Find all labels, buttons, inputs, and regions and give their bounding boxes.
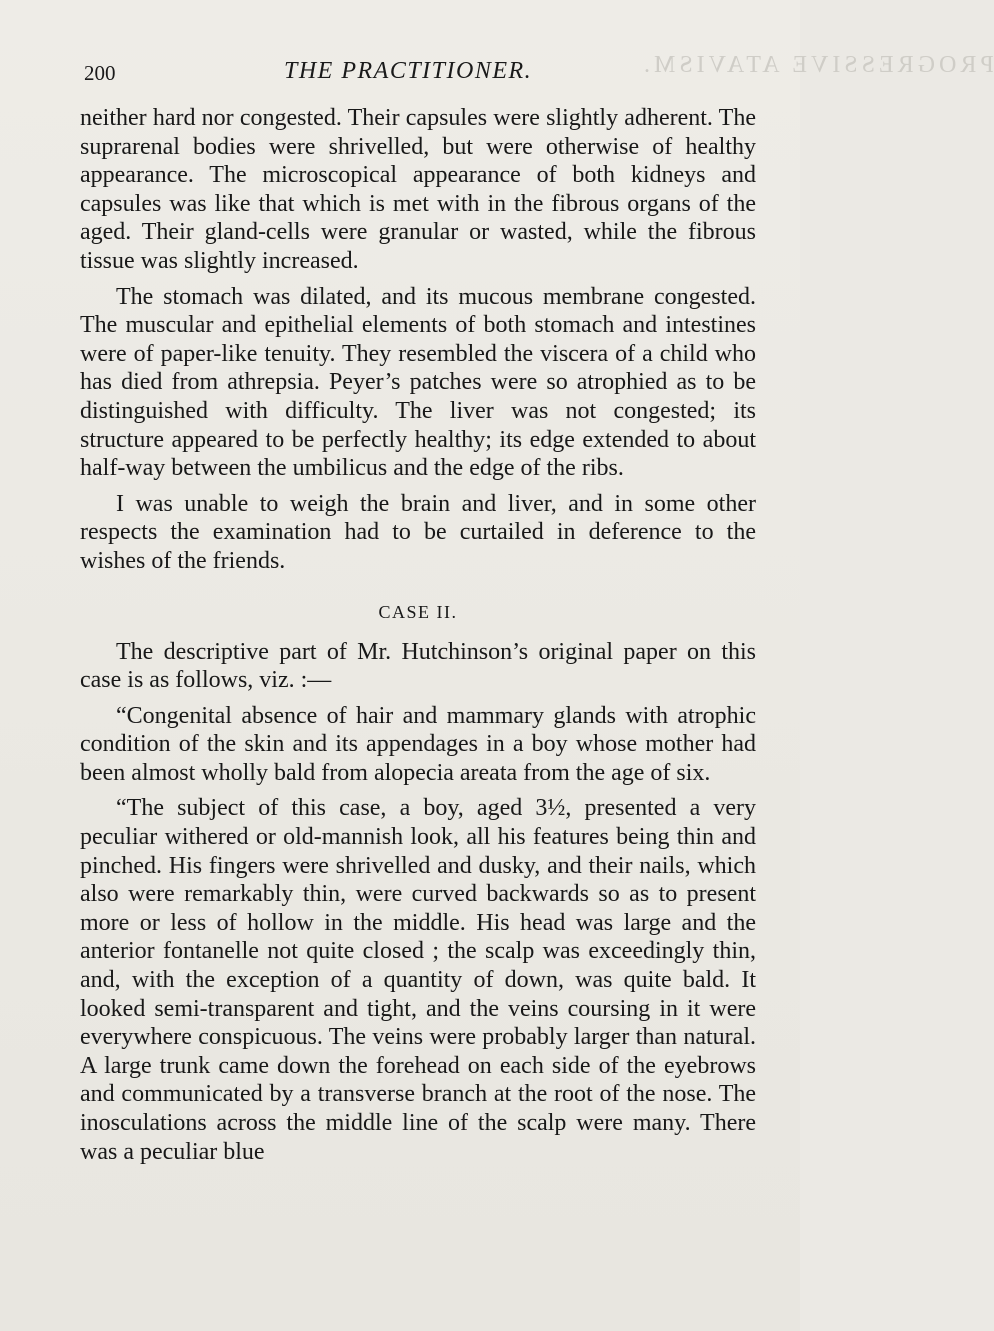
- show-through-text: PROGRESSIVE ATAVISM.: [640, 52, 994, 78]
- case-heading: CASE II.: [378, 601, 458, 622]
- paragraph: The stomach was dilated, and its mucous membrane congested. The muscular and epithelial elements of both stomach and intestines were of paper-like tenuity. They resembled the viscera of a child who has died from athrepsia. Peyer’s patches were so atrophied as to be distinguished with difficulty. The liver was not congested; its structure appeared to be perfectly healthy; its edge extended to about half-way between the umbilicus and the edge of the ribs.: [80, 283, 756, 482]
- paragraph: The descriptive part of Mr. Hutchinson’s original paper on this case is as follows, viz. :—: [80, 638, 756, 694]
- paragraph: neither hard nor congested. Their capsules were slightly adherent. The suprarenal bodies were shrivelled, but were otherwise of healthy appearance. The microscopical appearance of both kidneys and capsules was like that which is met with in the fibrous organs of the aged. Their gland-cells were granular or wasted, while the fibrous tissue was slightly increased.: [80, 105, 756, 274]
- page-number: 200: [84, 61, 116, 85]
- paragraph: I was unable to weigh the brain and liver, and in some other respects the examination had to be curtailed in deference to the wishes of the friends.: [80, 490, 756, 574]
- page-header: [84, 58, 760, 90]
- quotation-paragraph: “The subject of this case, a boy, aged 3½, presented a very peculiar withered or old-mannish look, all his features being thin and pinched. His fingers were shrivelled and dusky, and their nails, which also were remarkably thin, were curved backwards so as to present more or less of hollow in the middle. His head was large and the anterior fontanelle not quite closed ; the scalp was exceedingly thin, and, with the exception of a quantity of down, was quite bald. It looked semi-transparent and tight, and the veins coursing in it were everywhere conspicuous. The veins were probably larger than natural. A large trunk came down the forehead on each side of the eyebrows and communicated by a transverse branch at the root of the nose. The inosculations across the middle line of the scalp were many. There was a peculiar blue: [80, 795, 756, 1165]
- quotation-paragraph: “Congenital absence of hair and mammary glands with atrophic condition of the skin and its appendages in a boy whose mother had been almost wholly bald from alopecia areata from the age of six.: [80, 702, 756, 786]
- running-title: THE PRACTITIONER.: [284, 58, 533, 84]
- body-text: [80, 104, 756, 1166]
